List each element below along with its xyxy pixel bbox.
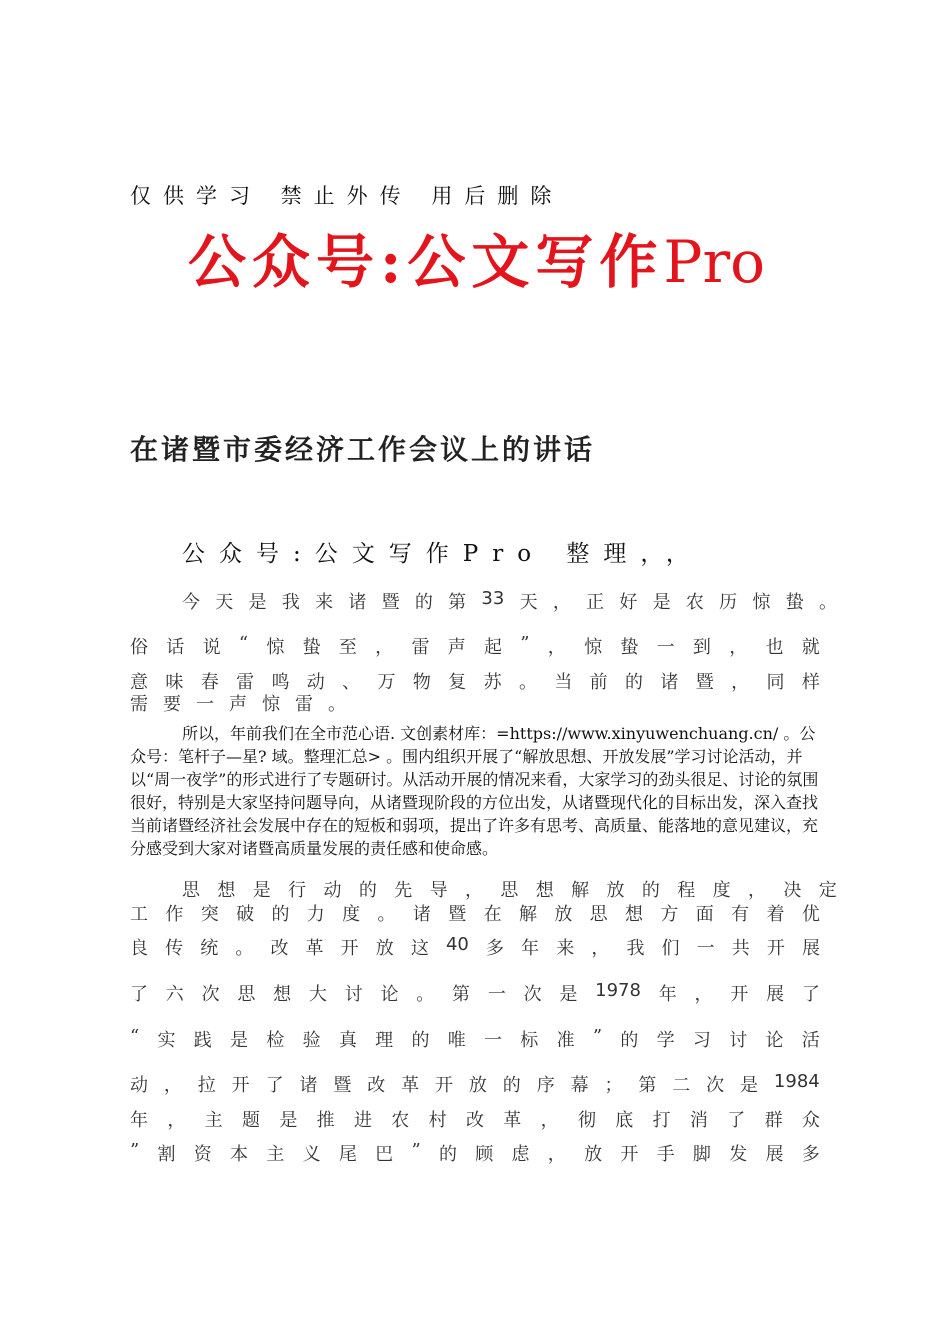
glyph: 声 bbox=[447, 637, 466, 658]
glyph: 动 bbox=[323, 880, 342, 901]
glyph: 同 bbox=[766, 672, 785, 693]
glyph: 农 bbox=[685, 592, 704, 613]
glyph: 惊 bbox=[266, 637, 285, 658]
glyph: 1978 bbox=[595, 980, 641, 1001]
glyph: 次 bbox=[523, 984, 542, 1005]
glyph: 学 bbox=[656, 1030, 675, 1051]
glyph: 度 bbox=[712, 880, 731, 901]
glyph: 在 bbox=[483, 904, 502, 925]
glyph: ， bbox=[729, 637, 748, 658]
glyph: 春 bbox=[200, 672, 219, 693]
text-line bbox=[130, 633, 820, 659]
glyph: ” bbox=[130, 1140, 140, 1161]
glyph: 底 bbox=[615, 1110, 634, 1131]
glyph: 二 bbox=[672, 1075, 691, 1096]
glyph: ， bbox=[591, 938, 610, 959]
glyph: 是 bbox=[559, 984, 578, 1005]
glyph: 一 bbox=[487, 984, 506, 1005]
glyph: 是 bbox=[230, 1030, 249, 1051]
glyph: 至 bbox=[338, 637, 357, 658]
glyph: 先 bbox=[394, 880, 413, 901]
glyph: ， bbox=[694, 984, 713, 1005]
glyph: 导 bbox=[429, 880, 448, 901]
glyph: 定 bbox=[818, 880, 837, 901]
glyph: 革 bbox=[503, 1110, 522, 1131]
glyph: 前 bbox=[589, 672, 608, 693]
glyph: 一 bbox=[196, 694, 229, 715]
glyph: 万 bbox=[377, 672, 396, 693]
glyph: ” bbox=[411, 1140, 421, 1161]
glyph: 是 bbox=[279, 1110, 298, 1131]
document-subtitle: 公众号:公文写作Pro 整理，， bbox=[182, 541, 703, 567]
glyph: 了 bbox=[130, 984, 148, 1005]
glyph: 度 bbox=[342, 904, 361, 925]
glyph: 论 bbox=[380, 984, 399, 1005]
glyph: 今 bbox=[182, 592, 200, 613]
glyph: 想 bbox=[217, 880, 236, 901]
glyph: 改 bbox=[270, 938, 289, 959]
glyph: 义 bbox=[302, 1144, 321, 1165]
glyph: 开 bbox=[620, 1144, 639, 1165]
glyph: 本 bbox=[230, 1144, 249, 1165]
glyph: 思 bbox=[500, 880, 519, 901]
glyph: 着 bbox=[766, 904, 785, 925]
glyph: 的 bbox=[641, 880, 660, 901]
glyph: 来 bbox=[556, 938, 575, 959]
glyph: 动 bbox=[306, 672, 325, 693]
glyph: 展 bbox=[765, 1144, 784, 1165]
glyph: 暨 bbox=[381, 592, 400, 613]
glyph: 消 bbox=[689, 1110, 708, 1131]
glyph: 多 bbox=[801, 1144, 820, 1165]
glyph: 尾 bbox=[338, 1144, 357, 1165]
glyph: 惊 bbox=[584, 637, 603, 658]
text-line bbox=[130, 900, 820, 926]
glyph: ” bbox=[592, 1026, 603, 1047]
glyph: 样 bbox=[801, 672, 820, 693]
glyph: 们 bbox=[661, 938, 680, 959]
glyph: 题 bbox=[241, 1110, 260, 1131]
glyph: 第 bbox=[448, 592, 467, 613]
glyph: 到 bbox=[692, 637, 711, 658]
glyph: 决 bbox=[783, 880, 802, 901]
glyph: 唯 bbox=[447, 1030, 466, 1051]
glyph: 统 bbox=[200, 938, 219, 959]
glyph: 复 bbox=[448, 672, 467, 693]
glyph: 。 bbox=[518, 672, 537, 693]
glyph: 是 bbox=[740, 1075, 759, 1096]
glyph: 鸣 bbox=[271, 672, 290, 693]
glyph: 放 bbox=[584, 1144, 603, 1165]
glyph: 大 bbox=[308, 984, 327, 1005]
glyph: 工 bbox=[130, 904, 148, 925]
glyph: 改 bbox=[367, 1075, 386, 1096]
glyph: 放 bbox=[375, 938, 394, 959]
text-line bbox=[130, 1140, 820, 1166]
text-line bbox=[130, 1106, 820, 1132]
glyph: 这 bbox=[410, 938, 429, 959]
glyph: 我 bbox=[281, 592, 300, 613]
glyph: 。 bbox=[416, 984, 435, 1005]
paragraph-2: 所以，年前我们在全市范心语. 文创素材库：=https://www.xinyuwenchuang.cn/ 。公众号：笔杆子—星? 域。整理汇总> 。围内组织开展了“解放思想、开放发展”学习讨论活动，并以“周一夜学”的形式进行了专题研讨。从活动开展的情况来看，大家学习的劲头很足、讨论的氛围很好，特别是大家坚持问题导向，从诸暨现阶段的方位出发，从诸暨现代化的目标出发，深入查找当前诸暨经济社会发展中存在的短板和弱项，提出了许多有思考、高质量、能落地的意见建议，充分感受到大家对诸暨高质量发展的责任感和使命感。 bbox=[130, 724, 819, 858]
glyph: 声 bbox=[229, 694, 262, 715]
glyph: 诸 bbox=[299, 1075, 318, 1096]
glyph: 天 bbox=[215, 592, 234, 613]
glyph: 序 bbox=[536, 1075, 555, 1096]
glyph: 发 bbox=[729, 1144, 748, 1165]
glyph: 的 bbox=[358, 880, 377, 901]
glyph: ， bbox=[547, 637, 566, 658]
glyph: 要 bbox=[163, 694, 196, 715]
glyph: 蛰 bbox=[620, 637, 639, 658]
glyph: 暨 bbox=[448, 904, 467, 925]
glyph: ， bbox=[167, 1110, 186, 1131]
glyph: 正 bbox=[586, 592, 605, 613]
glyph: 检 bbox=[266, 1030, 285, 1051]
glyph: 了 bbox=[727, 1110, 746, 1131]
glyph: 苏 bbox=[483, 672, 502, 693]
glyph: 开 bbox=[340, 938, 359, 959]
glyph: 一 bbox=[656, 637, 675, 658]
glyph: 来 bbox=[315, 592, 334, 613]
glyph: 准 bbox=[556, 1030, 575, 1051]
glyph: 诸 bbox=[348, 592, 367, 613]
glyph: 物 bbox=[412, 672, 431, 693]
glyph: 好 bbox=[619, 592, 638, 613]
glyph: 的 bbox=[502, 1075, 521, 1096]
document-title: 在诸暨市委经济工作会议上的讲话 bbox=[130, 433, 596, 466]
glyph: 。 bbox=[235, 938, 254, 959]
glyph: 良 bbox=[130, 938, 148, 959]
glyph: 资 bbox=[193, 1144, 212, 1165]
glyph: 是 bbox=[652, 592, 671, 613]
glyph: 农 bbox=[391, 1110, 410, 1131]
glyph: 理 bbox=[375, 1030, 394, 1051]
glyph: 味 bbox=[165, 672, 184, 693]
glyph: 惊 bbox=[752, 592, 771, 613]
glyph: 天 bbox=[519, 592, 538, 613]
glyph: 话 bbox=[166, 637, 185, 658]
glyph: 放 bbox=[554, 904, 573, 925]
glyph: 需 bbox=[130, 694, 163, 715]
glyph: 的 bbox=[620, 1030, 639, 1051]
glyph: 优 bbox=[801, 904, 820, 925]
glyph: 。 bbox=[377, 904, 396, 925]
text-line bbox=[182, 588, 837, 614]
glyph: 33 bbox=[481, 588, 505, 609]
glyph: 打 bbox=[652, 1110, 671, 1131]
glyph: 程 bbox=[677, 880, 696, 901]
glyph: 雷 bbox=[295, 694, 328, 715]
glyph: ， bbox=[748, 880, 766, 901]
glyph: 多 bbox=[486, 938, 504, 959]
glyph: 开 bbox=[435, 1075, 454, 1096]
glyph: 诸 bbox=[660, 672, 679, 693]
glyph: 讨 bbox=[344, 984, 363, 1005]
text-line bbox=[182, 876, 837, 902]
glyph: 。 bbox=[818, 592, 837, 613]
glyph: 巴 bbox=[375, 1144, 394, 1165]
glyph: 主 bbox=[204, 1110, 223, 1131]
glyph: 年 bbox=[130, 1110, 148, 1131]
glyph: 虑 bbox=[511, 1144, 530, 1165]
glyph: 主 bbox=[266, 1144, 285, 1165]
glyph: 次 bbox=[706, 1075, 725, 1096]
glyph: 一 bbox=[484, 1030, 503, 1051]
glyph: 次 bbox=[201, 984, 220, 1005]
glyph: 的 bbox=[438, 1144, 457, 1165]
glyph: 就 bbox=[801, 637, 820, 658]
text-line bbox=[130, 934, 820, 960]
glyph: 众 bbox=[801, 1110, 820, 1131]
glyph: 手 bbox=[656, 1144, 675, 1165]
glyph: 年 bbox=[658, 984, 677, 1005]
glyph: 我 bbox=[626, 938, 645, 959]
text-line bbox=[130, 1026, 820, 1052]
glyph: 幕 bbox=[570, 1075, 589, 1096]
glyph: 革 bbox=[401, 1075, 420, 1096]
glyph: 的 bbox=[271, 904, 290, 925]
glyph: 一 bbox=[696, 938, 715, 959]
glyph: 当 bbox=[554, 672, 573, 693]
glyph: 俗 bbox=[130, 637, 148, 658]
glyph: 暨 bbox=[695, 672, 714, 693]
glyph: 历 bbox=[719, 592, 738, 613]
glyph: 年 bbox=[521, 938, 540, 959]
glyph: 思 bbox=[182, 880, 200, 901]
glyph: 了 bbox=[265, 1075, 284, 1096]
glyph: 突 bbox=[200, 904, 219, 925]
glyph: “ bbox=[238, 633, 249, 654]
glyph: 践 bbox=[193, 1030, 212, 1051]
glyph: ， bbox=[163, 1075, 182, 1096]
glyph: ” bbox=[520, 633, 530, 654]
glyph: 解 bbox=[571, 880, 590, 901]
glyph: 实 bbox=[157, 1030, 176, 1051]
glyph: 蛰 bbox=[302, 637, 321, 658]
glyph: 的 bbox=[414, 592, 433, 613]
glyph: 想 bbox=[535, 880, 554, 901]
glyph: 1984 bbox=[773, 1071, 820, 1092]
glyph: 进 bbox=[353, 1110, 372, 1131]
glyph: 放 bbox=[468, 1075, 487, 1096]
glyph: 六 bbox=[165, 984, 184, 1005]
glyph: 开 bbox=[766, 938, 785, 959]
glyph: ， bbox=[731, 672, 750, 693]
glyph: 放 bbox=[606, 880, 625, 901]
glyph: 想 bbox=[625, 904, 644, 925]
glyph: 也 bbox=[765, 637, 784, 658]
glyph: 思 bbox=[237, 984, 256, 1005]
glyph: 群 bbox=[764, 1110, 783, 1131]
glyph: 了 bbox=[801, 984, 820, 1005]
glyph: 共 bbox=[731, 938, 750, 959]
glyph: 拉 bbox=[197, 1075, 216, 1096]
glyph: 村 bbox=[428, 1110, 447, 1131]
glyph: ； bbox=[604, 1075, 623, 1096]
text-line bbox=[130, 690, 820, 716]
text-line bbox=[130, 1071, 820, 1097]
glyph: ， bbox=[465, 880, 483, 901]
glyph: 、 bbox=[342, 672, 361, 693]
glyph: 雷 bbox=[236, 672, 255, 693]
glyph: 革 bbox=[305, 938, 324, 959]
glyph: 暨 bbox=[333, 1075, 352, 1096]
glyph: 说 bbox=[202, 637, 221, 658]
glyph: 有 bbox=[731, 904, 750, 925]
glyph: 40 bbox=[445, 934, 469, 955]
glyph: 推 bbox=[316, 1110, 335, 1131]
glyph: 第 bbox=[452, 984, 471, 1005]
brand-banner bbox=[188, 222, 765, 302]
glyph: 展 bbox=[801, 938, 820, 959]
glyph: 诸 bbox=[412, 904, 431, 925]
glyph: 验 bbox=[302, 1030, 321, 1051]
text-line bbox=[130, 980, 820, 1006]
glyph: 。 bbox=[328, 694, 361, 715]
glyph: 解 bbox=[518, 904, 537, 925]
glyph: 活 bbox=[801, 1030, 820, 1051]
glyph: 开 bbox=[231, 1075, 250, 1096]
brand-name: 公众号:公文写作 bbox=[188, 228, 664, 296]
glyph: ， bbox=[540, 1110, 559, 1131]
glyph: 方 bbox=[660, 904, 679, 925]
glyph: 的 bbox=[411, 1030, 430, 1051]
glyph: 惊 bbox=[262, 694, 295, 715]
glyph: 思 bbox=[589, 904, 608, 925]
glyph: 面 bbox=[695, 904, 714, 925]
glyph: 传 bbox=[165, 938, 184, 959]
glyph: 真 bbox=[338, 1030, 357, 1051]
glyph: 破 bbox=[236, 904, 255, 925]
glyph: 标 bbox=[520, 1030, 539, 1051]
glyph: 顾 bbox=[475, 1144, 494, 1165]
glyph: 蛰 bbox=[785, 592, 804, 613]
glyph: ， bbox=[375, 637, 394, 658]
glyph: 展 bbox=[766, 984, 785, 1005]
brand-suffix: Pro bbox=[663, 228, 766, 296]
glyph: 是 bbox=[252, 880, 271, 901]
glyph: 论 bbox=[765, 1030, 784, 1051]
glyph: 讨 bbox=[729, 1030, 748, 1051]
glyph: 开 bbox=[730, 984, 749, 1005]
glyph: “ bbox=[130, 1026, 140, 1047]
glyph: 想 bbox=[273, 984, 292, 1005]
glyph: 动 bbox=[130, 1075, 148, 1096]
glyph: 是 bbox=[248, 592, 267, 613]
glyph: 习 bbox=[692, 1030, 711, 1051]
glyph: 作 bbox=[165, 904, 184, 925]
glyph: 脚 bbox=[692, 1144, 711, 1165]
glyph: 起 bbox=[484, 637, 503, 658]
glyph: 第 bbox=[638, 1075, 657, 1096]
glyph: 改 bbox=[465, 1110, 484, 1131]
glyph: 彻 bbox=[577, 1110, 596, 1131]
glyph: ， bbox=[547, 1144, 566, 1165]
glyph: 行 bbox=[288, 880, 307, 901]
glyph: 意 bbox=[130, 672, 148, 693]
glyph: 割 bbox=[157, 1144, 176, 1165]
glyph: 雷 bbox=[411, 637, 430, 658]
usage-notice: 仅供学习 禁止外传 用后删除 bbox=[130, 184, 564, 208]
glyph: ， bbox=[552, 592, 571, 613]
glyph: 的 bbox=[625, 672, 644, 693]
glyph: 力 bbox=[306, 904, 325, 925]
